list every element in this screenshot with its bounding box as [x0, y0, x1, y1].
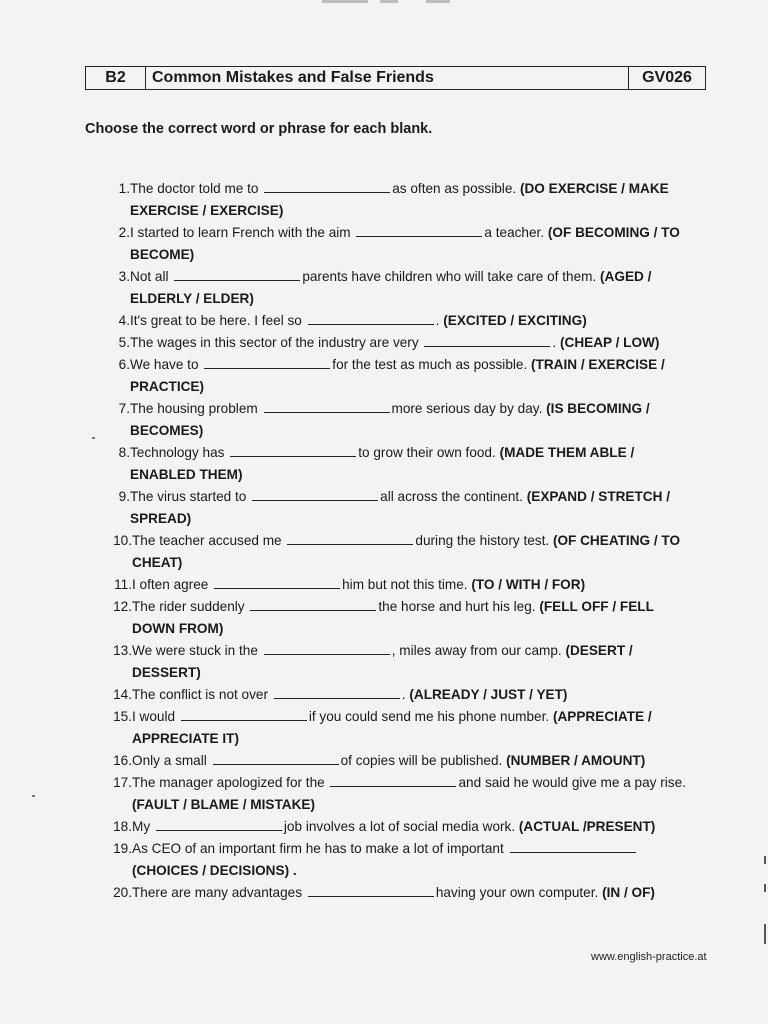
worksheet-code: GV026 [642, 69, 692, 86]
answer-blank[interactable] [308, 885, 434, 897]
item-text-after: parents have children who will take care of them. [302, 269, 597, 284]
item-text-after: job involves a lot of social media work. [283, 819, 516, 834]
item-text-after: , miles away from our camp. [391, 643, 562, 658]
exercise-item [100, 596, 700, 640]
item-text-before: As CEO of an important firm he has to make a lot of important [132, 841, 504, 856]
item-text-before: The housing problem [130, 401, 258, 416]
item-text [132, 640, 700, 684]
answer-options: (NUMBER / AMOUNT) [506, 753, 646, 768]
exercise-item [100, 838, 700, 882]
item-number: 5. [118, 335, 130, 350]
item-number: 16. [113, 753, 132, 768]
answer-options: (MADE THEM ABLE / ENABLED THEM) [130, 445, 635, 482]
item-text-after: . [401, 687, 406, 702]
item-number: 20. [113, 885, 132, 900]
exercise-item [100, 816, 700, 838]
exercise-item [100, 266, 700, 310]
item-text-before: Not all [130, 269, 169, 284]
item-text [130, 486, 700, 530]
level-label: B2 [86, 67, 146, 89]
scan-speck [92, 437, 95, 439]
item-text [132, 838, 700, 882]
exercise-item [100, 574, 700, 596]
item-number: 1. [118, 181, 130, 196]
answer-options: (OF BECOMING / TO BECOME) [130, 225, 680, 262]
item-text [132, 772, 700, 816]
item-number: 14. [113, 687, 132, 702]
item-text [132, 596, 700, 640]
item-number: 9. [118, 489, 130, 504]
item-text [132, 574, 700, 596]
item-text-before: We were stuck in the [132, 643, 258, 658]
item-number: 10. [113, 533, 132, 548]
item-number: 12. [113, 599, 132, 614]
answer-blank[interactable] [330, 775, 456, 787]
answer-options: (IS BECOMING / BECOMES) [130, 401, 650, 438]
exercise-item [100, 684, 700, 706]
answer-blank[interactable] [252, 489, 378, 501]
item-text-before: My [132, 819, 151, 834]
exercise-item [100, 882, 700, 904]
answer-options: (ACTUAL /PRESENT) [518, 819, 656, 834]
exercise-item [100, 178, 700, 222]
answer-options: (TO / WITH / FOR) [471, 577, 586, 592]
item-text-after: if you could send me his phone number. [308, 709, 550, 724]
item-text-after: for the test as much as possible. [332, 357, 528, 372]
scan-speck [32, 795, 35, 797]
item-text-after: . [435, 313, 440, 328]
item-number: 19. [113, 841, 132, 856]
item-text-after: all across the continent. [380, 489, 523, 504]
item-text [130, 222, 700, 266]
exercise-item [100, 310, 700, 332]
worksheet-header [85, 66, 706, 90]
answer-blank[interactable] [181, 709, 307, 721]
item-text [132, 530, 700, 574]
answer-options: (EXPAND / STRETCH / SPREAD) [130, 489, 670, 526]
answer-blank[interactable] [510, 841, 636, 853]
answer-blank[interactable] [250, 599, 376, 611]
item-text-after: during the history test. [415, 533, 550, 548]
item-number: 3. [118, 269, 130, 284]
answer-blank[interactable] [308, 313, 434, 325]
exercise-item [100, 442, 700, 486]
answer-options: (DESERT / DESSERT) [132, 643, 633, 680]
item-text-after: more serious day by day. [391, 401, 543, 416]
answer-blank[interactable] [264, 401, 390, 413]
exercise-list [100, 178, 700, 904]
item-text-after: and said he would give me a pay rise. [458, 775, 686, 790]
item-text-before: Only a small [132, 753, 207, 768]
answer-options: (EXCITED / EXCITING) [443, 313, 587, 328]
item-text-before: The doctor told me to [130, 181, 259, 196]
item-number: 2. [118, 225, 130, 240]
item-text-before: I would [132, 709, 176, 724]
item-text-after: having your own computer. [435, 885, 599, 900]
answer-options: (APPRECIATE / APPRECIATE IT) [132, 709, 652, 746]
answer-blank[interactable] [287, 533, 413, 545]
item-text-before: There are many advantages [132, 885, 303, 900]
scan-top-marks [322, 0, 452, 6]
item-text-after: to grow their own food. [358, 445, 496, 460]
item-number: 7. [118, 401, 130, 416]
answer-blank[interactable] [274, 687, 400, 699]
answer-blank[interactable] [356, 225, 482, 237]
item-text-before: The virus started to [130, 489, 247, 504]
edge-mark [764, 856, 766, 864]
item-number: 8. [118, 445, 130, 460]
answer-options: (FAULT / BLAME / MISTAKE) [132, 797, 315, 812]
item-text [130, 332, 700, 354]
exercise-item [100, 640, 700, 684]
answer-blank[interactable] [204, 357, 330, 369]
answer-options: (FELL OFF / FELL DOWN FROM) [132, 599, 654, 636]
answer-options: (TRAIN / EXERCISE / PRACTICE) [130, 357, 665, 394]
answer-blank[interactable] [230, 445, 356, 457]
item-text-after: the horse and hurt his leg. [378, 599, 536, 614]
item-text-after: him but not this time. [342, 577, 468, 592]
item-text [130, 398, 700, 442]
footer-url: www.english-practice.at [591, 951, 707, 963]
answer-options: (CHOICES / DECISIONS) . [132, 863, 297, 878]
exercise-item [100, 354, 700, 398]
answer-blank[interactable] [213, 753, 339, 765]
exercise-item [100, 772, 700, 816]
item-text [130, 266, 700, 310]
edge-mark [764, 884, 766, 892]
answer-options: (AGED / ELDERLY / ELDER) [130, 269, 652, 306]
item-number: 13. [113, 643, 132, 658]
answer-options: (ALREADY / JUST / YET) [409, 687, 568, 702]
item-text-before: It's great to be here. I feel so [130, 313, 302, 328]
instructions: Choose the correct word or phrase for each blank. [85, 121, 433, 137]
answer-options: (CHEAP / LOW) [559, 335, 660, 350]
item-text-after: of copies will be published. [340, 753, 503, 768]
item-number: 18. [113, 819, 132, 834]
exercise-item [100, 530, 700, 574]
item-text [130, 354, 700, 398]
item-text [132, 816, 700, 838]
answer-blank[interactable] [424, 335, 550, 347]
item-text-before: The manager apologized for the [132, 775, 325, 790]
item-text-before: The teacher accused me [132, 533, 282, 548]
item-number: 15. [113, 709, 132, 724]
exercise-item [100, 222, 700, 266]
item-text [130, 310, 700, 332]
item-text-before: The rider suddenly [132, 599, 245, 614]
exercise-item [100, 486, 700, 530]
answer-options: (OF CHEATING / TO CHEAT) [132, 533, 681, 570]
exercise-item [100, 706, 700, 750]
item-text-before: We have to [130, 357, 199, 372]
item-text [132, 750, 700, 772]
item-number: 11. [114, 577, 132, 592]
item-text-before: I started to learn French with the aim [130, 225, 351, 240]
exercise-item [100, 398, 700, 442]
answer-blank[interactable] [264, 181, 390, 193]
item-text-after: . [552, 335, 557, 350]
edge-mark [764, 924, 766, 944]
answer-blank[interactable] [174, 269, 300, 281]
item-text-after: a teacher. [484, 225, 545, 240]
answer-blank[interactable] [264, 643, 390, 655]
item-text-before: The wages in this sector of the industry are very [130, 335, 419, 350]
item-text-before: The conflict is not over [132, 687, 268, 702]
item-text [132, 684, 700, 706]
answer-blank[interactable] [156, 819, 282, 831]
answer-options: (DO EXERCISE / MAKE EXERCISE / EXERCISE) [130, 181, 669, 218]
item-text-after: as often as possible. [392, 181, 517, 196]
item-number: 17. [113, 775, 132, 790]
item-text [130, 178, 700, 222]
item-number: 4. [118, 313, 130, 328]
item-text-before: I often agree [132, 577, 209, 592]
exercise-item [100, 750, 700, 772]
item-text [132, 882, 700, 904]
item-text-before: Technology has [130, 445, 225, 460]
answer-options: (IN / OF) [602, 885, 655, 900]
answer-blank[interactable] [214, 577, 340, 589]
worksheet-title: Common Mistakes and False Friends [146, 67, 629, 89]
exercise-item [100, 332, 700, 354]
item-text [132, 706, 700, 750]
item-number: 6. [118, 357, 130, 372]
item-text [130, 442, 700, 486]
